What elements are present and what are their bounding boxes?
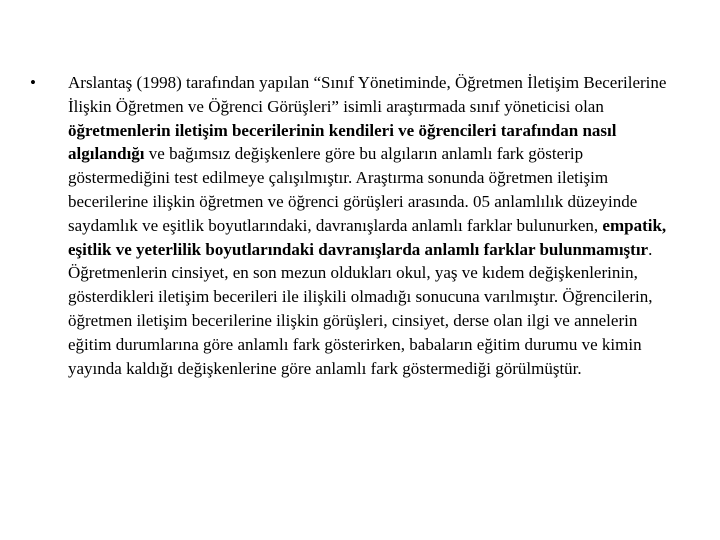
paragraph-text-1: Arslantaş (1998) tarafından yapılan “Sınıf Yönetiminde, Öğretmen İletişim Becerilerine İlişkin Öğretmen ve Öğrenci Görüşleri” isimli araştırmada sınıf yöneticisi olan [68,73,667,116]
paragraph-text-2: ve bağımsız değişkenlere göre bu algıların anlamlı fark gösterip göstermediğini test edilmeye çalışılmıştır. Araştırma sonunda öğretmen iletişim becerilerine ilişkin öğretmen ve öğrenci görüşleri arasında. 05 anlamlılık düzeyinde saydamlık ve eşitlik boyutlarındaki, davranışlarda anlamlı farklar bulunurken, [68,144,638,235]
bullet-item [30,71,680,380]
bullet-marker: • [30,73,36,92]
paragraph-bold-1: öğretmenlerin iletişim becerilerinin kendileri ve öğrencileri tarafından nasıl algılandığı [68,120,617,164]
bullet-paragraph [68,71,680,380]
paragraph-bold-2: empatik, eşitlik ve yeterlilik boyutlarındaki davranışlarda anlamlı farklar bulunmamıştır [68,215,667,259]
paragraph-text-3: . Öğretmenlerin cinsiyet, en son mezun oldukları okul, yaş ve kıdem değişkenlerinin, gösterdikleri iletişim becerileri ile ilişkili olmadığı sonucuna varılmıştır. Öğrencilerin, öğretmen iletişim becerilerine ilişkin görüşleri, cinsiyet, derse olan ilgi ve annelerin eğitim durumlarına göre anlamlı fark gösterirken, babaların eğitim durumu ve kimin yayında kaldığı değişkenlerine göre anlamlı fark göstermediği görülmüştür. [68,239,653,378]
